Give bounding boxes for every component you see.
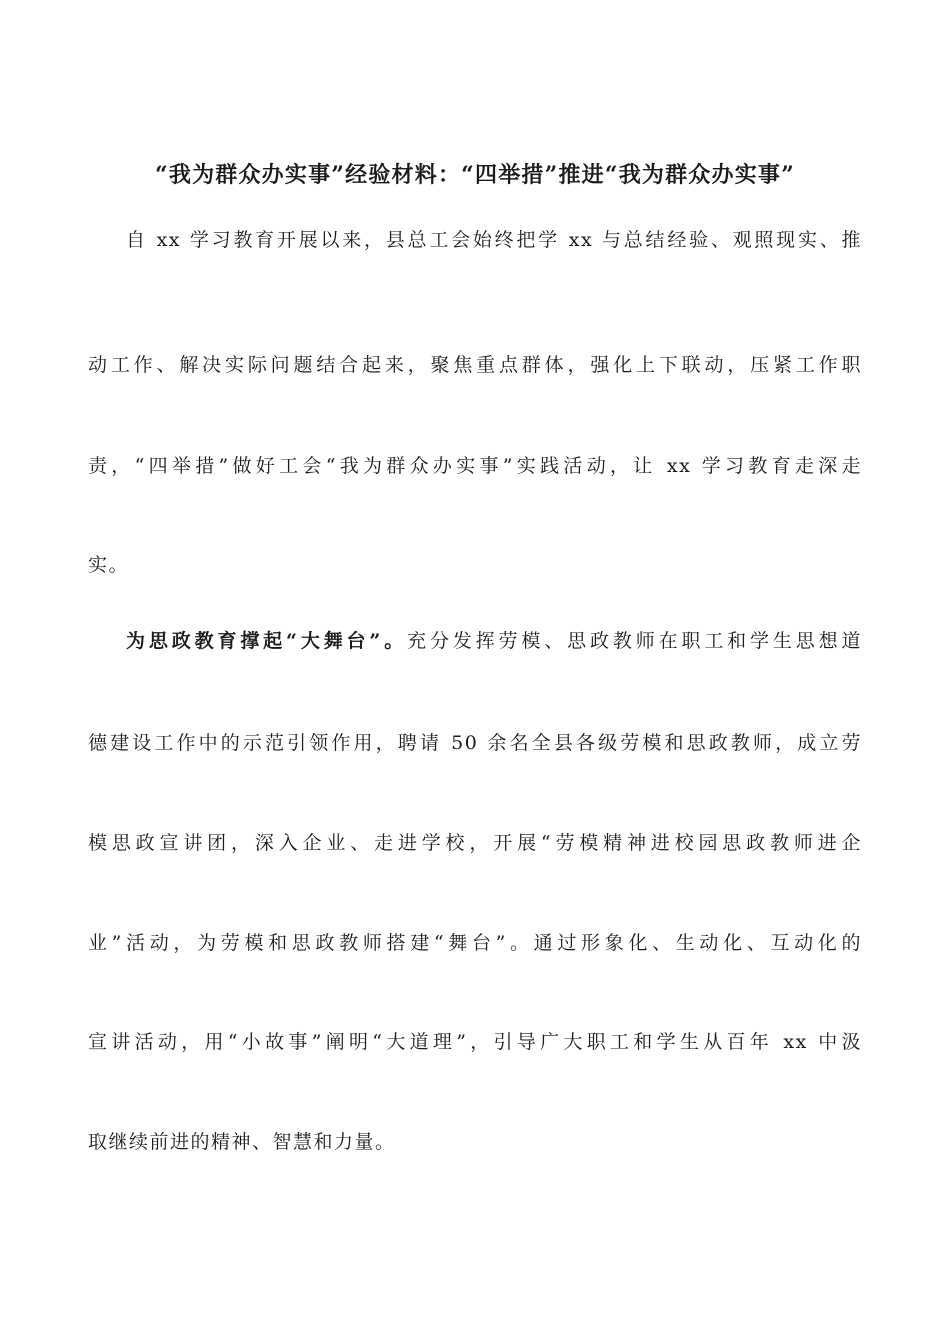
paragraph-2-line-1-text: 充分发挥劳模、思政教师在职工和学生思想道	[407, 630, 862, 652]
paragraph-2-line-6: 取继续前进的精神、智慧和力量。	[88, 1131, 396, 1153]
paragraph-2-lead-heading: 为思政教育撑起“大舞台”。	[126, 630, 408, 652]
paragraph-1-line-1: 自 xx 学习教育开展以来，县总工会始终把学 xx 与总结经验、观照现实、推	[126, 229, 862, 251]
paragraph-1-line-2: 动工作、解决实际问题结合起来，聚焦重点群体，强化上下联动，压紧工作职	[88, 354, 862, 376]
paragraph-2-line-1	[126, 626, 862, 656]
paragraph-2-line-3: 模思政宣讲团，深入企业、走进学校，开展“劳模精神进校园思政教师进企	[88, 832, 862, 854]
paragraph-1-line-3: 责，“四举措”做好工会“我为群众办实事”实践活动，让 xx 学习教育走深走	[88, 455, 862, 477]
paragraph-2-line-5: 宣讲活动，用“小故事”阐明“大道理”，引导广大职工和学生从百年 xx 中汲	[88, 1031, 862, 1053]
paragraph-1-line-4: 实。	[88, 554, 130, 576]
paragraph-2-line-2: 德建设工作中的示范引领作用，聘请 50 余名全县各级劳模和思政教师，成立劳	[88, 732, 862, 754]
document-title: “我为群众办实事”经验材料：“四举措”推进“我为群众办实事”	[155, 162, 795, 188]
paragraph-2-line-4: 业”活动，为劳模和思政教师搭建“舞台”。通过形象化、生动化、互动化的	[88, 932, 862, 954]
